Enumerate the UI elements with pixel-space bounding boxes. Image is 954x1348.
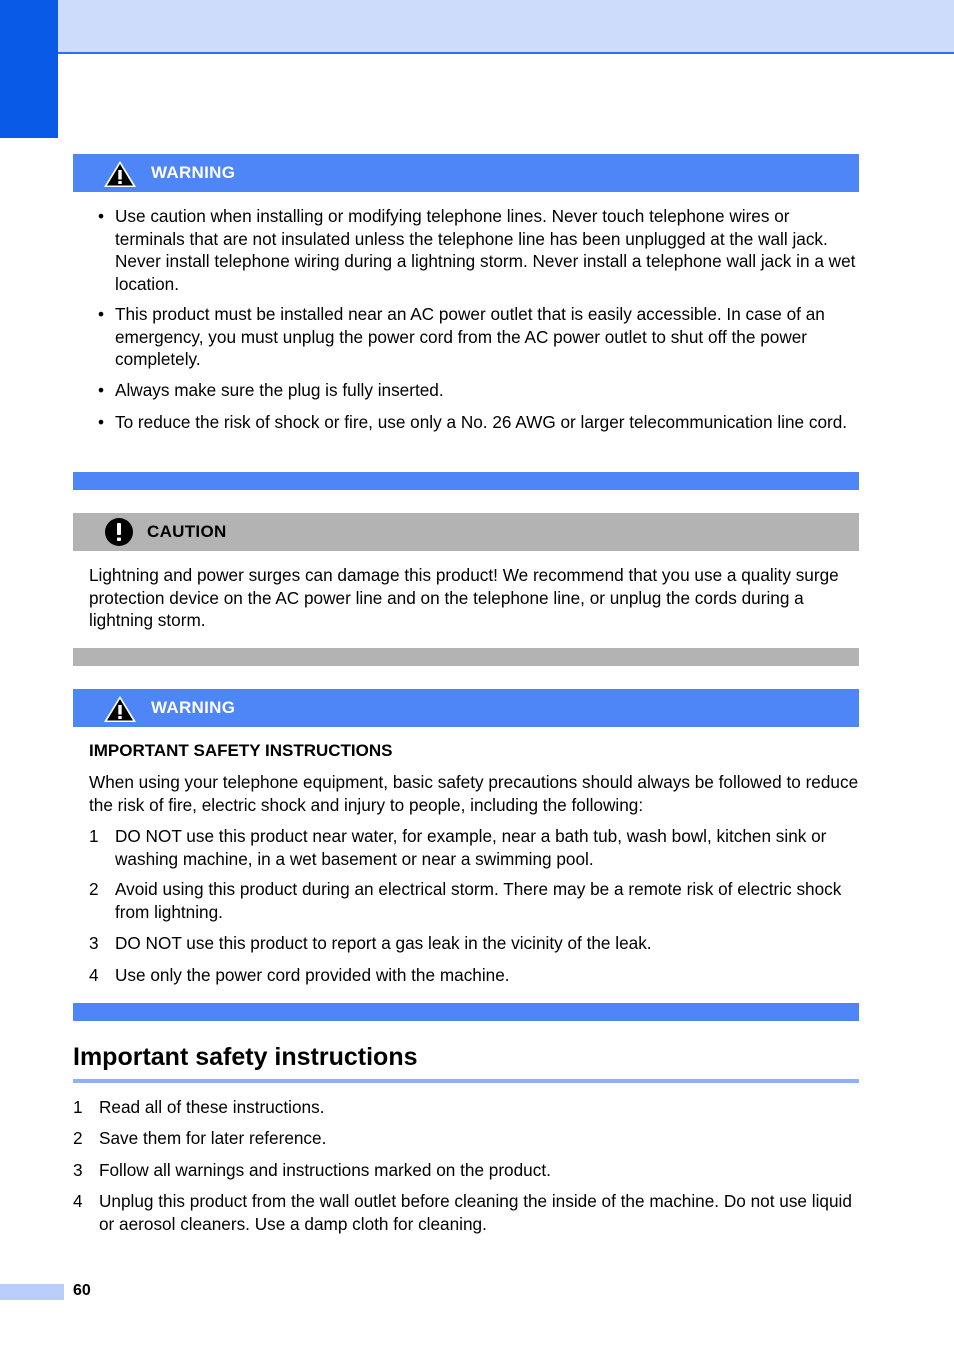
warning-title: WARNING	[151, 163, 236, 182]
list-item: Unplug this product from the wall outlet before cleaning the inside of the machine. Do not use liquid or aerosol cleaners. Use a damp cloth for cleaning.	[99, 1191, 852, 1234]
list-number: 2	[73, 1128, 83, 1148]
warning-bullet: To reduce the risk of shock or fire, use only a No. 26 AWG or larger telecommunication line cord.	[115, 412, 848, 432]
warning-triangle-icon	[102, 159, 138, 189]
warning-bullet: This product must be installed near an AC power outlet that is easily accessible. In case of an emergency, you must unplug the power cord from the AC power outlet to shut off the power completely.	[115, 304, 825, 370]
list-item: DO NOT use this product near water, for example, near a bath tub, wash bowl, kitchen sink or washing machine, in a wet basement or near a swimming pool.	[115, 826, 827, 869]
exclamation-circle-icon	[103, 517, 139, 547]
list-item: Use only the power cord provided with the machine.	[115, 965, 510, 985]
caution-text: Lightning and power surges can damage this product! We recommend that you use a quality surge protection device on the AC power line and on the telephone line, or unplug the cords during a lightning storm.	[89, 565, 839, 631]
intro-text: When using your telephone equipment, basic safety precautions should always be followed to reduce the risk of fire, electric shock and injury to people, including the following:	[89, 772, 859, 815]
list-number: 3	[89, 933, 99, 953]
bullet-marker: •	[98, 380, 105, 400]
caution-title: CAUTION	[147, 522, 227, 541]
bullet-marker: •	[98, 304, 105, 324]
section-heading: Important safety instructions	[73, 1043, 418, 1071]
warning-bullet: Always make sure the plug is fully inserted.	[115, 380, 444, 400]
list-number: 3	[73, 1160, 83, 1180]
list-item: Read all of these instructions.	[99, 1097, 325, 1117]
list-item: DO NOT use this product to report a gas leak in the vicinity of the leak.	[115, 933, 652, 953]
list-number: 2	[89, 879, 99, 899]
caution-banner	[73, 513, 859, 551]
list-number: 1	[89, 826, 99, 846]
heading-rule	[73, 1079, 859, 1083]
list-item: Save them for later reference.	[99, 1128, 327, 1148]
footer-bar	[0, 1284, 64, 1300]
list-item: Follow all warnings and instructions marked on the product.	[99, 1160, 551, 1180]
list-number: 4	[73, 1191, 83, 1211]
header-band	[58, 0, 954, 54]
bullet-marker: •	[98, 412, 105, 432]
page-number: 60	[73, 1282, 91, 1299]
subheading: IMPORTANT SAFETY INSTRUCTIONS	[89, 741, 393, 760]
list-number: 4	[89, 965, 99, 985]
bullet-marker: •	[98, 206, 105, 226]
chapter-tab	[0, 0, 58, 138]
caution-footer-bar	[73, 648, 859, 666]
warning-footer-bar	[73, 472, 859, 490]
warning-footer-bar	[73, 1003, 859, 1021]
warning-banner	[73, 154, 859, 192]
warning-title: WARNING	[151, 698, 236, 717]
list-number: 1	[73, 1097, 83, 1117]
warning-triangle-icon	[102, 694, 138, 724]
warning-bullet: Use caution when installing or modifying telephone lines. Never touch telephone wires or terminals that are not insulated unless the telephone line has been unplugged at the wall jack. Never install telephone wiring during a lightning storm. Never install a telephone wall jack in a wet location.	[115, 206, 856, 294]
warning-banner	[73, 689, 859, 727]
list-item: Avoid using this product during an electrical storm. There may be a remote risk of electric shock from lightning.	[115, 879, 842, 922]
